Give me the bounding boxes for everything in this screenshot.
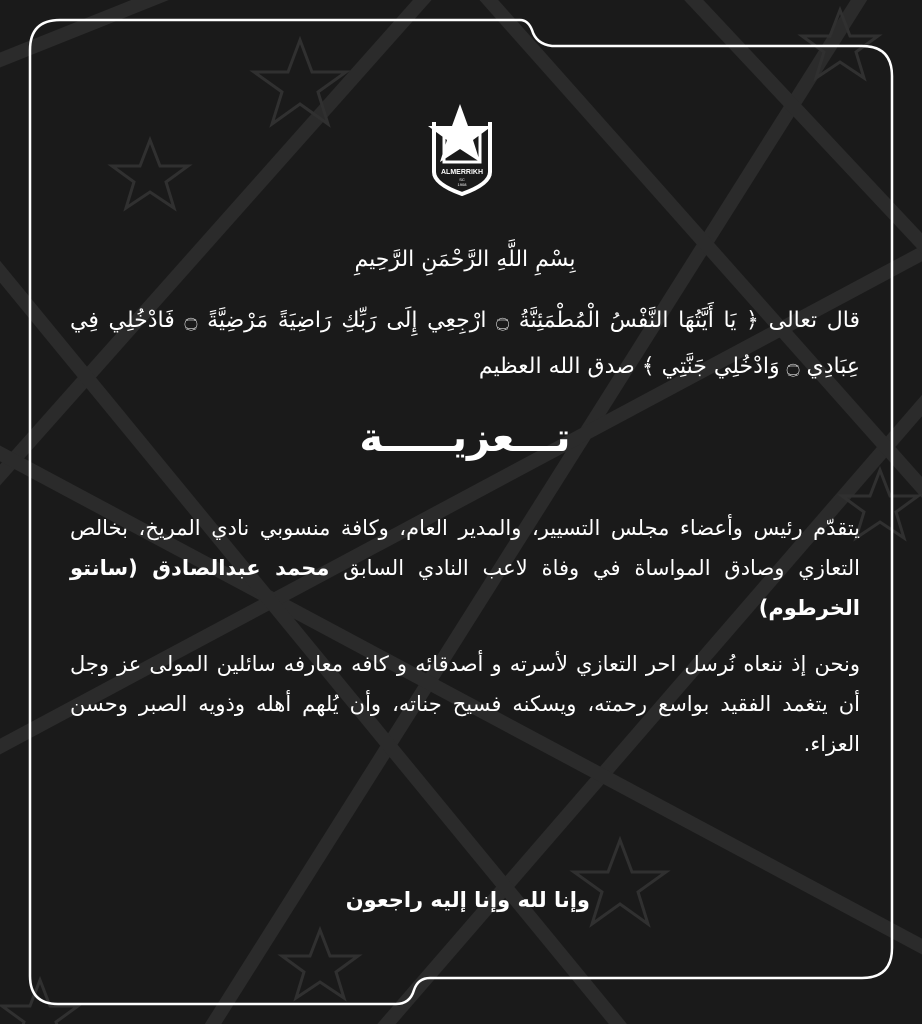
page-title: تـــعزيـــــة [359,415,571,461]
closing-phrase: وإنا لله وإنا إليه راجعون [345,888,590,912]
quran-verse: قال تعالى ﴿ يَا أَيَّتُهَا النَّفْسُ الْمُطْمَئِنَّةُ ۝ ارْجِعِي إِلَى رَبِّكِ رَاضِيَةً مَرْضِيَّةً ۝ فَادْخُلِي فِي عِبَادِي ۝ وَادْخُلِي جَنَّتِي ﴾ صدق الله العظيم [70,308,861,379]
deceased-name: محمد عبدالصادق (سانتو الخرطوم) [70,556,860,620]
condolence-paragraph-2: ونحن إذ ننعاه نُرسل احر التعازي لأسرته و أصدقائه و كافه معارفه سائلين المولى عز وجل أن يتغمد الفقيد بواسع رحمته، ويسكنه فسيح جناته، وأن يُلهم أهله وذويه الصبر وحسن العزاء. [70,652,860,756]
basmala: بِسْمِ اللَّهِ الرَّحْمَنِ الرَّحِيمِ [354,247,576,272]
logo-text: ALMERRIKH [441,169,483,176]
club-logo-icon [422,100,502,196]
logo-sub2: 1908 [457,182,467,187]
condolence-paragraph-1 [70,508,860,628]
logo-sub1: SC [459,177,465,182]
condolence-body [70,230,860,780]
paragraph-1-text: يتقدّم رئيس وأعضاء مجلس التسيير، والمدير العام، وكافة منسوبي نادي المريخ، بخالص التعازي وصادق المواساة في وفاة لاعب النادي السابق [70,516,860,580]
